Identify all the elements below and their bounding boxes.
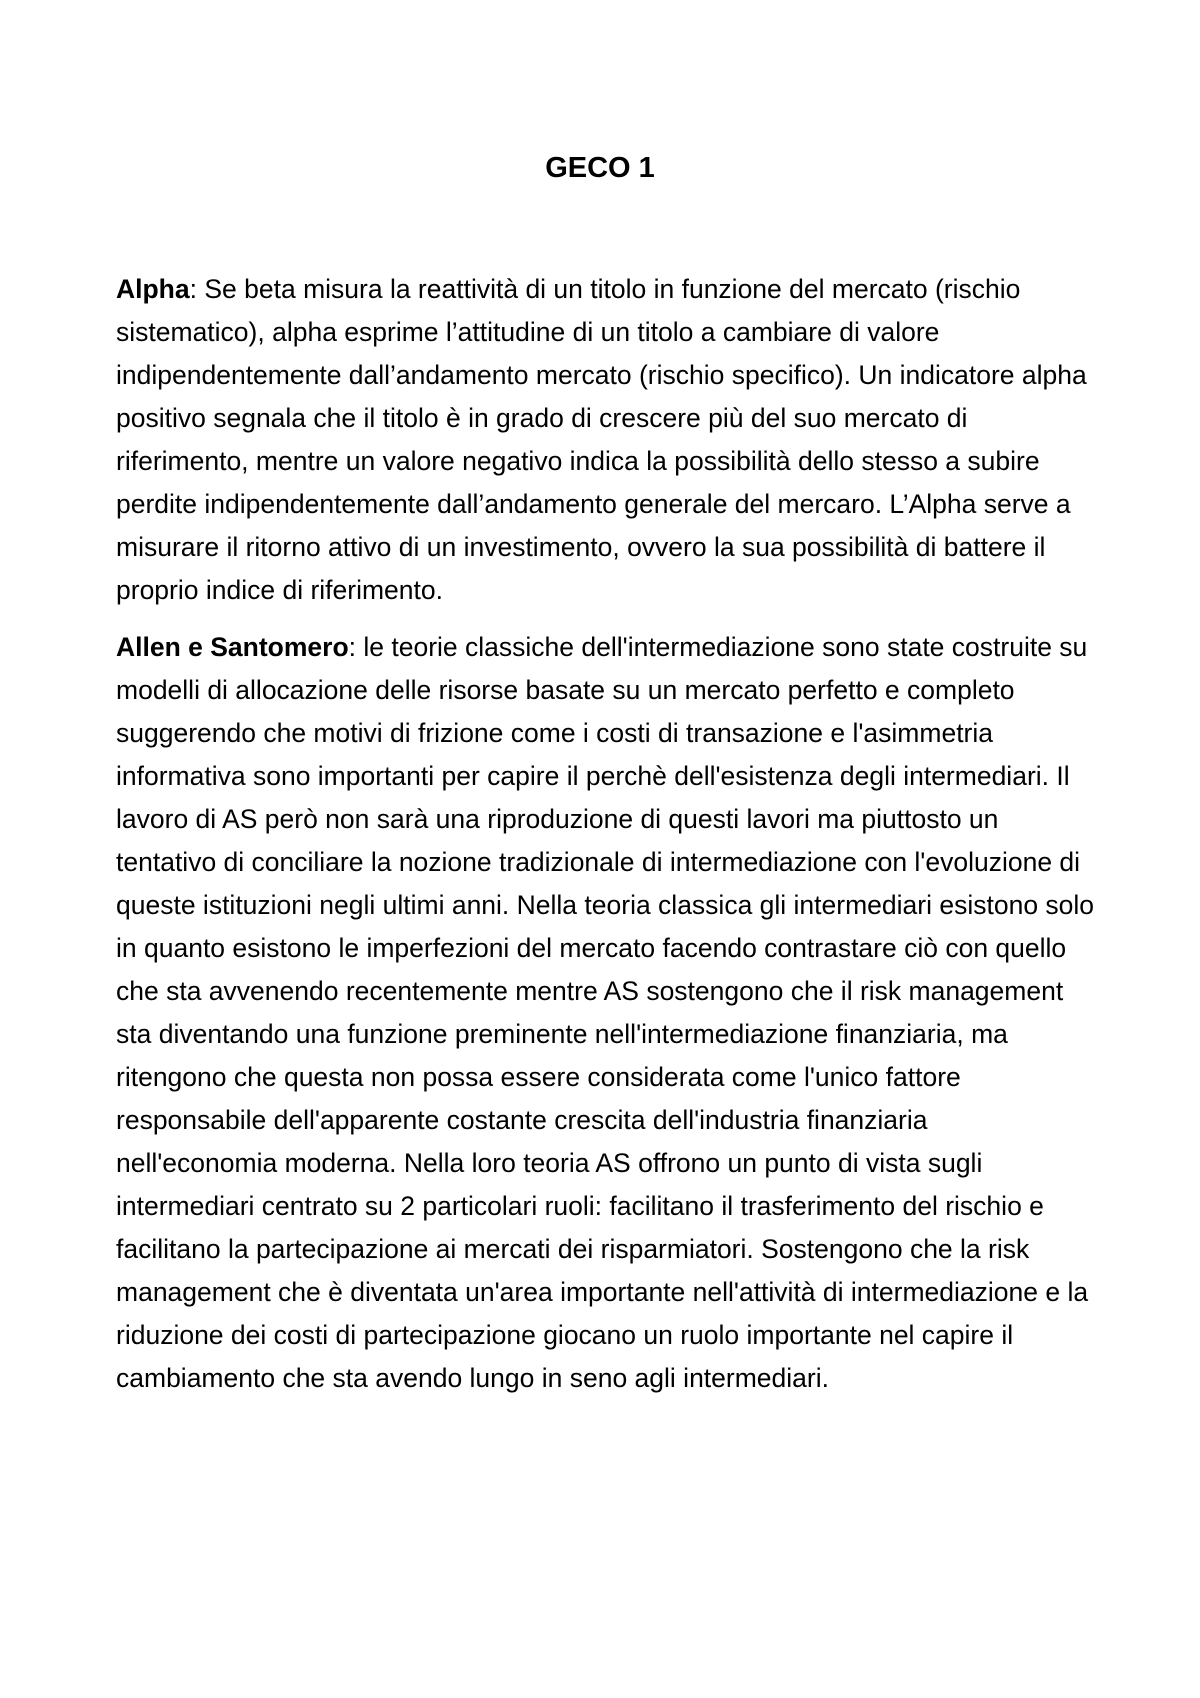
term-allen-santomero: Allen e Santomero xyxy=(116,632,349,662)
paragraph-allen-santomero xyxy=(116,626,1096,1400)
paragraph-alpha-text: : Se beta misura la reattività di un titolo in funzione del mercato (rischio sistematico), alpha esprime l’attitudine di un titolo a cambiare di valore indipendentemente dall’andamento mercato (rischio specifico). Un indicatore alpha positivo segnala che il titolo è in grado di crescere più del suo mercato di riferimento, mentre un valore negativo indica la possibilità dello stesso a subire perdite indipendentemente dall’andamento generale del mercaro. L’Alpha serve a misurare il ritorno attivo di un investimento, ovvero la sua possibilità di battere il proprio indice di riferimento. xyxy=(116,274,1087,605)
paragraph-alpha xyxy=(116,268,1096,612)
document-body xyxy=(116,268,1096,1414)
term-alpha: Alpha xyxy=(116,274,190,304)
document-title: GECO 1 xyxy=(545,152,655,184)
paragraph-allen-santomero-text: : le teorie classiche dell'intermediazione sono state costruite su modelli di allocazione delle risorse basate su un mercato perfetto e completo suggerendo che motivi di frizione come i costi di transazione e l'asimmetria informativa sono importanti per capire il perchè dell'esistenza degli intermediari. Il lavoro di AS però non sarà una riproduzione di questi lavori ma piuttosto un tentativo di conciliare la nozione tradizionale di intermediazione con l'evoluzione di queste istituzioni negli ultimi anni. Nella teoria classica gli intermediari esistono solo in quanto esistono le imperfezioni del mercato facendo contrastare ciò con quello che sta avvenendo recentemente mentre AS sostengono che il risk management sta diventando una funzione preminente nell'intermediazione finanziaria, ma ritengono che questa non possa essere considerata come l'unico fattore responsabile dell'apparente costante crescita dell'industria finanziaria nell'economia moderna. Nella loro teoria AS offrono un punto di vista sugli intermediari centrato su 2 particolari ruoli: facilitano il trasferimento del rischio e facilitano la partecipazione ai mercati dei risparmiatori. Sostengono che la risk management che è diventata un'area importante nell'attività di intermediazione e la riduzione dei costi di partecipazione giocano un ruolo importante nel capire il cambiamento che sta avendo lungo in seno agli intermediari. xyxy=(116,632,1095,1393)
